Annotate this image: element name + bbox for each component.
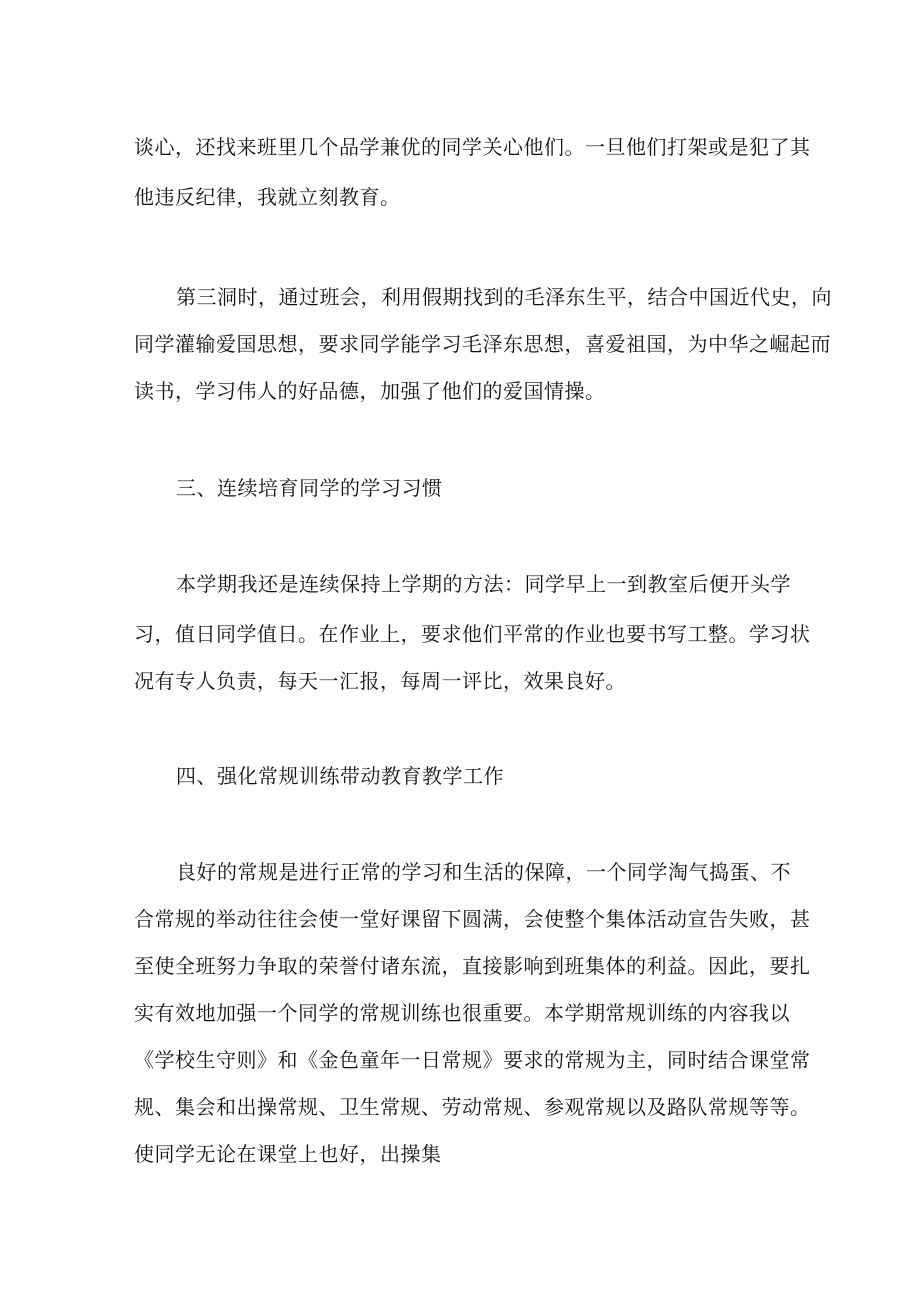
- paragraph-4-line-1: 本学期我还是连续保持上学期的方法：同学早上一到教室后便开头学: [176, 572, 791, 596]
- paragraph-6-line-6: 规、集会和出操常规、卫生常规、劳动常规、参观常规以及路队常规等等。: [134, 1095, 811, 1119]
- paragraph-2-line-1: 第三洞时，通过班会，利用假期找到的毛泽东生平，结合中国近代史，向: [176, 285, 832, 309]
- paragraph-2-line-2: 同学灌输爱国思想，要求同学能学习毛泽东思想，喜爱祖国，为中华之崛起而: [134, 332, 831, 356]
- paragraph-6-line-3: 至使全班努力争取的荣誉付诸东流，直接影响到班集体的利益。因此，要扎: [134, 954, 811, 978]
- paragraph-2-line-3: 读书，学习伟人的好品德，加强了他们的爱国情操。: [134, 379, 606, 403]
- paragraph-6-line-7: 使同学无论在课堂上也好，出操集: [134, 1142, 442, 1166]
- section-heading-4: 四、强化常规训练带动教育教学工作: [176, 764, 504, 788]
- section-heading-3: 三、连续培育同学的学习习惯: [176, 476, 443, 500]
- paragraph-1-line-1: 谈心，还找来班里几个品学兼优的同学关心他们。一旦他们打架或是犯了其: [134, 135, 811, 159]
- paragraph-6-line-4: 实有效地加强一个同学的常规训练也很重要。本学期常规训练的内容我以: [134, 1001, 790, 1025]
- paragraph-6-line-2: 合常规的举动往往会使一堂好课留下圆满，会使整个集体活动宣告失败，甚: [134, 907, 811, 931]
- paragraph-6-line-5: 《学校生守则》和《金色童年一日常规》要求的常规为主，同时结合课堂常: [134, 1048, 811, 1072]
- paragraph-4-line-2: 习，值日同学值日。在作业上，要求他们平常的作业也要书写工整。学习状: [134, 622, 811, 646]
- paragraph-6-line-1: 良好的常规是进行正常的学习和生活的保障，一个同学淘气捣蛋、不: [176, 860, 791, 884]
- paragraph-1-line-2: 他违反纪律，我就立刻教育。: [134, 185, 401, 209]
- paragraph-4-line-3: 况有专人负责，每天一汇报，每周一评比，效果良好。: [134, 669, 626, 693]
